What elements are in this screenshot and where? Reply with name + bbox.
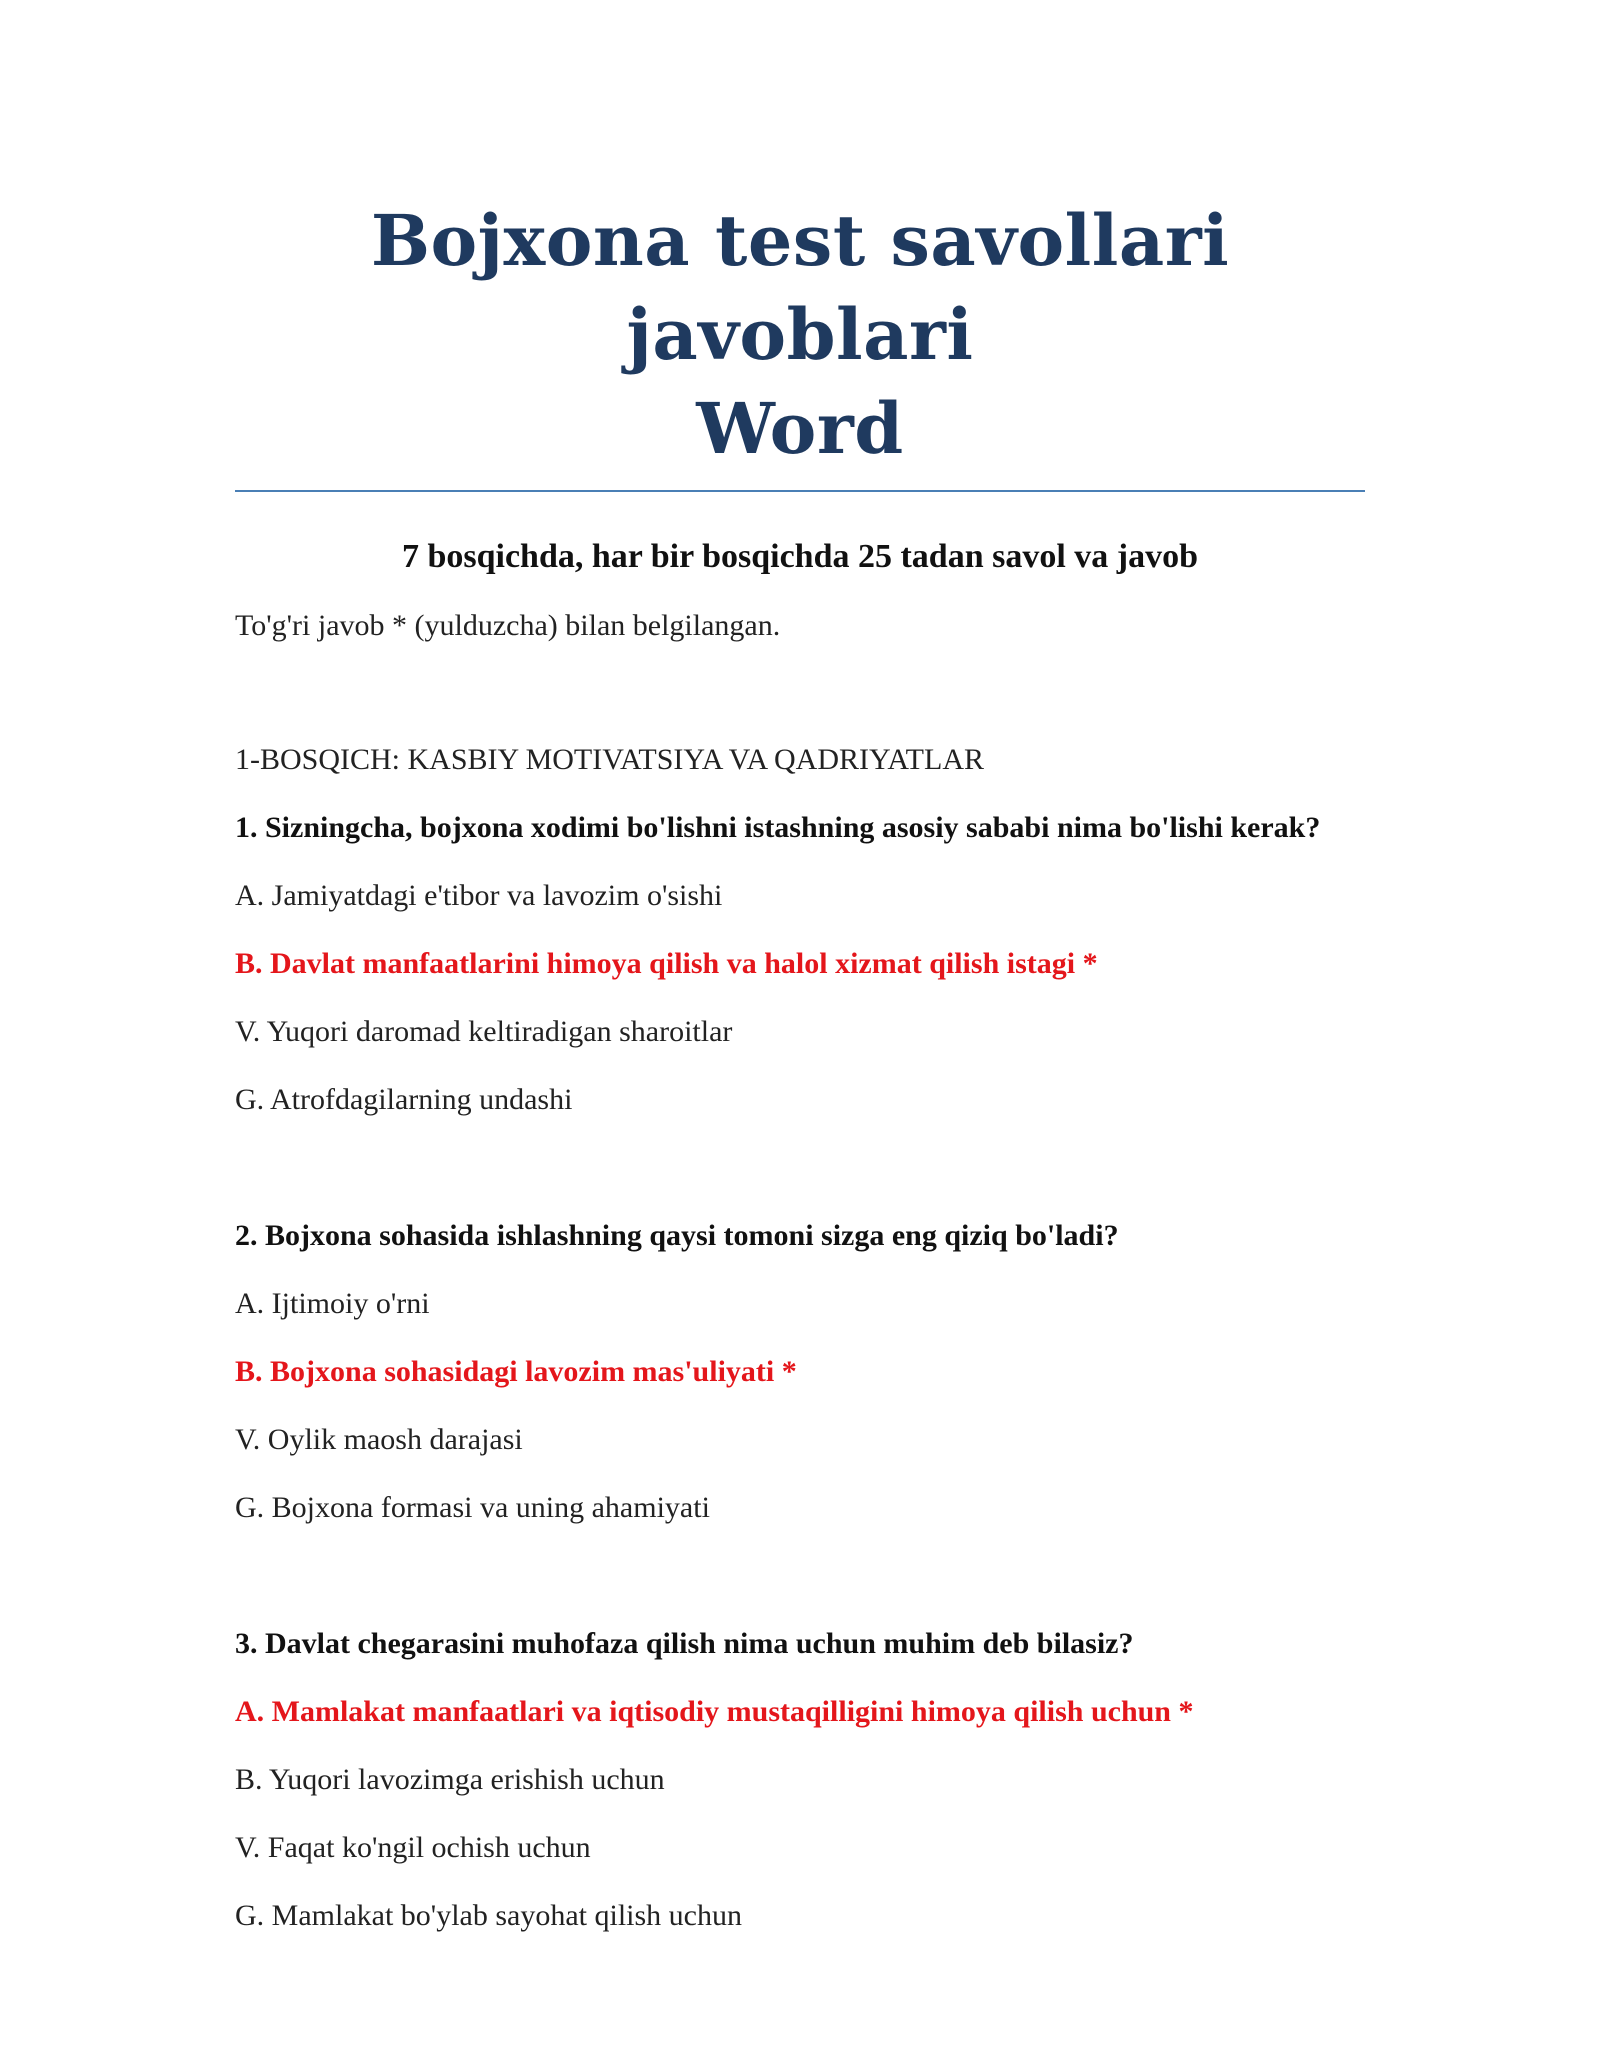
answer-option: V. Oylik maosh darajasi xyxy=(235,1423,523,1456)
spacer xyxy=(235,1528,1365,1596)
document-title-line-1: Bojxona test savollari javoblari xyxy=(370,199,1230,376)
answer-option: V. Yuqori daromad keltiradigan sharoitlar xyxy=(235,1015,733,1048)
document-subtitle: 7 bosqichda, har bir bosqichda 25 tadan savol va javob xyxy=(401,538,1199,575)
answer-key-note: To'g'ri javob * (yulduzcha) bilan belgilangan. xyxy=(235,609,781,642)
answer-option: G. Bojxona formasi va uning ahamiyati xyxy=(235,1491,710,1524)
document-content xyxy=(235,190,1365,1936)
answer-option-correct: A. Mamlakat manfaatlari va iqtisodiy mustaqilligini himoya qilish uchun * xyxy=(235,1695,1194,1728)
answer-option-correct: B. Bojxona sohasidagi lavozim mas'uliyati * xyxy=(235,1355,797,1388)
answer-option: A. Jamiyatdagi e'tibor va lavozim o'sishi xyxy=(235,879,723,912)
section-heading: 1-BOSQICH: KASBIY MOTIVATSIYA VA QADRIYATLAR xyxy=(235,743,984,776)
answer-option: G. Mamlakat bo'ylab sayohat qilish uchun xyxy=(235,1899,742,1932)
question-text: 1. Sizningcha, bojxona xodimi bo'lishni istashning asosiy sababi nima bo'lishi kerak? xyxy=(235,811,1321,844)
spacer xyxy=(235,1120,1365,1188)
document-title-line-2: Word xyxy=(696,387,904,470)
title-divider xyxy=(235,490,1365,492)
question-text: 2. Bojxona sohasida ishlashning qaysi tomoni sizga eng qiziq bo'ladi? xyxy=(235,1219,1119,1252)
question-block xyxy=(235,1623,1365,1936)
document-title xyxy=(235,190,1365,476)
answer-option: B. Yuqori lavozimga erishish uchun xyxy=(235,1763,665,1796)
question-block xyxy=(235,1215,1365,1528)
answer-option-correct: B. Davlat manfaatlarini himoya qilish va halol xizmat qilish istagi * xyxy=(235,947,1098,980)
question-block xyxy=(235,807,1365,1120)
answer-option: G. Atrofdagilarning undashi xyxy=(235,1083,573,1116)
answer-option: V. Faqat ko'ngil ochish uchun xyxy=(235,1831,591,1864)
answer-option: A. Ijtimoiy o'rni xyxy=(235,1287,430,1320)
question-text: 3. Davlat chegarasini muhofaza qilish nima uchun muhim deb bilasiz? xyxy=(235,1627,1134,1660)
